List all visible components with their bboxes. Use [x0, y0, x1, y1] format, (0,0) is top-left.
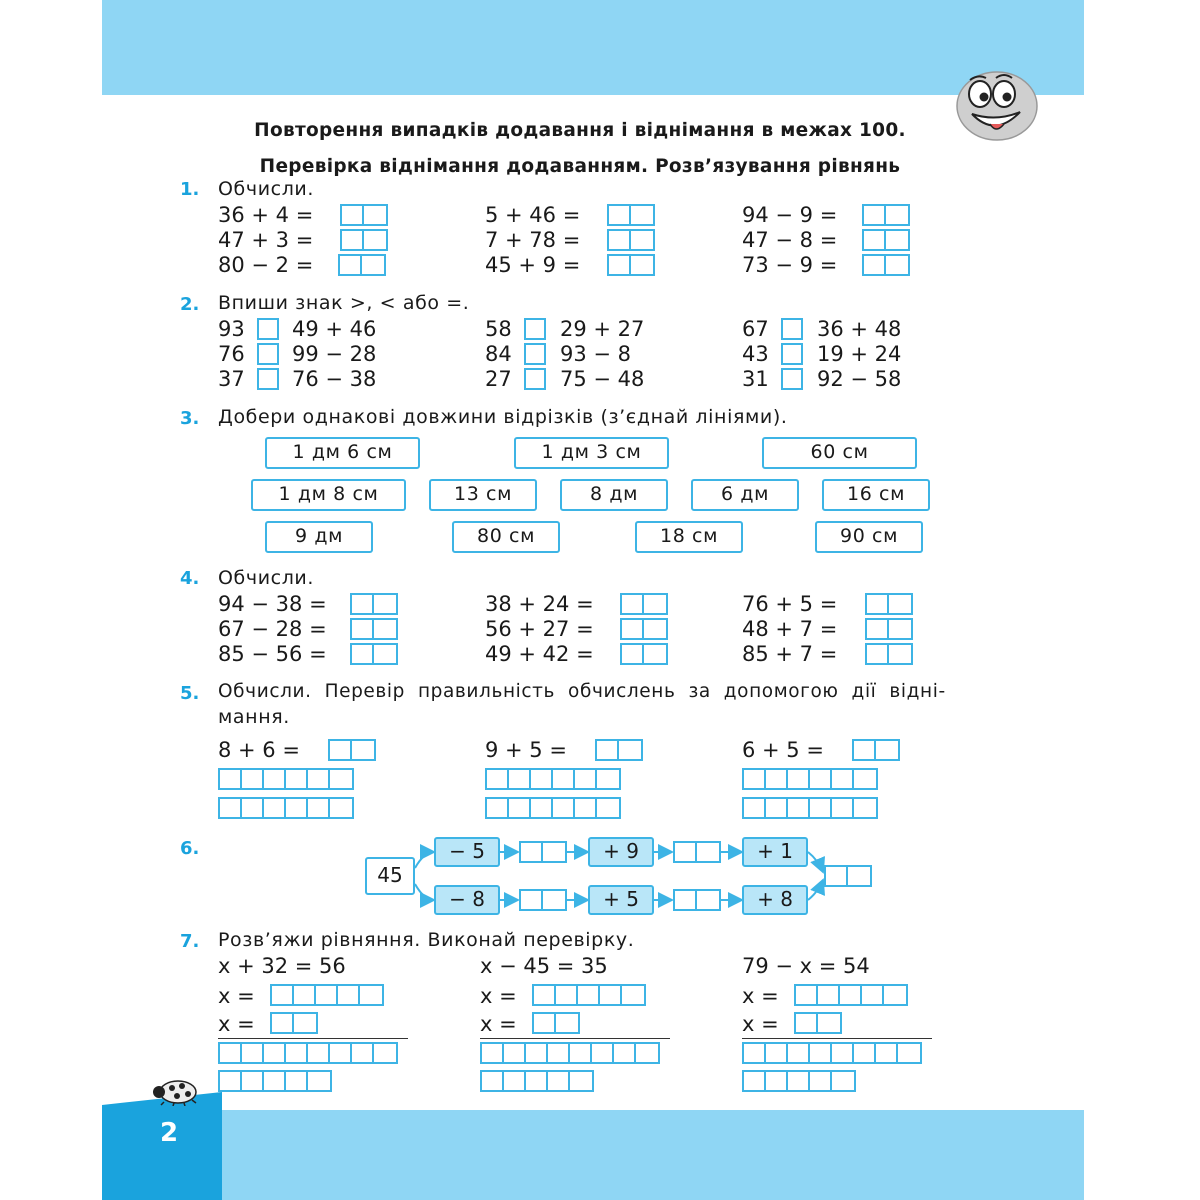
equation: 76 + 5 = [742, 592, 838, 616]
operation-box: − 5 [434, 837, 500, 867]
x-label: x = [218, 1012, 255, 1036]
operation-box: + 9 [588, 837, 654, 867]
compare-right: 49 + 46 [292, 317, 377, 341]
compare-left: 93 [218, 317, 245, 341]
equation: 94 − 9 = [742, 203, 838, 227]
solution-boxes[interactable] [270, 984, 384, 1006]
exercise-heading: Розв’яжи рівняння. Виконай перевірку. [218, 929, 635, 951]
equation: 94 − 38 = [218, 592, 327, 616]
equation: 49 + 42 = [485, 642, 594, 666]
compare-right: 36 + 48 [817, 317, 902, 341]
equation: 8 + 6 = [218, 738, 300, 762]
exercise-heading: Обчисли. [218, 567, 315, 589]
title-line-1: Повторення випадків додавання і віднімання в межах 100. [254, 120, 906, 141]
exercise-heading: Добери однакові довжини відрізків (з’єднай лініями). [218, 406, 788, 428]
x-label: x = [480, 1012, 517, 1036]
segment-length-card[interactable]: 90 см [815, 521, 923, 553]
divider-line [218, 1038, 408, 1039]
equation: 5 + 46 = [485, 203, 581, 227]
compare-left: 31 [742, 367, 769, 391]
equation: 67 − 28 = [218, 617, 327, 641]
equation: 73 − 9 = [742, 253, 838, 277]
solution-boxes[interactable] [532, 984, 646, 1006]
exercise-heading: Впиши знак >, < або =. [218, 292, 470, 314]
segment-length-card[interactable]: 13 см [429, 479, 537, 511]
compare-right: 92 − 58 [817, 367, 902, 391]
check-boxes[interactable] [218, 1042, 398, 1064]
operation-box: + 5 [588, 885, 654, 915]
compare-left: 58 [485, 317, 512, 341]
segment-length-card[interactable]: 9 дм [265, 521, 373, 553]
answer-boxes[interactable] [519, 889, 567, 911]
check-boxes[interactable] [480, 1042, 660, 1064]
compare-right: 75 − 48 [560, 367, 645, 391]
equation: 80 − 2 = [218, 253, 314, 277]
equation: x + 32 = 56 [218, 954, 346, 978]
exercise-number: 3. [180, 408, 200, 429]
exercise-number: 7. [180, 931, 200, 952]
operation-box: + 1 [742, 837, 808, 867]
segment-length-card[interactable]: 6 дм [691, 479, 799, 511]
exercise-heading: Обчисли. [218, 178, 315, 200]
exercise-number: 5. [180, 683, 200, 704]
compare-right: 76 − 38 [292, 367, 377, 391]
operation-box: − 8 [434, 885, 500, 915]
exercise-number: 4. [180, 568, 200, 589]
solution-boxes[interactable] [532, 1012, 580, 1034]
page-number: 2 [160, 1118, 179, 1148]
equation: 36 + 4 = [218, 203, 314, 227]
equation: 85 + 7 = [742, 642, 838, 666]
exercise-heading-continued: мання. [218, 706, 290, 728]
segment-length-card[interactable]: 1 дм 3 см [514, 437, 669, 469]
x-label: x = [742, 984, 779, 1008]
check-boxes[interactable] [218, 1070, 332, 1092]
segment-length-card[interactable]: 1 дм 8 см [251, 479, 406, 511]
segment-length-card[interactable]: 8 дм [560, 479, 668, 511]
operation-box: + 8 [742, 885, 808, 915]
equation: 79 − x = 54 [742, 954, 870, 978]
exercise-heading: Обчисли. Перевір правильність обчислень за допомогою дії відні- [218, 681, 946, 702]
segment-length-card[interactable]: 1 дм 6 см [265, 437, 420, 469]
compare-right: 93 − 8 [560, 342, 632, 366]
compare-left: 43 [742, 342, 769, 366]
compare-left: 76 [218, 342, 245, 366]
segment-length-card[interactable]: 16 см [822, 479, 930, 511]
compare-left: 37 [218, 367, 245, 391]
answer-boxes[interactable] [673, 841, 721, 863]
chain-result-boxes[interactable] [824, 865, 872, 887]
answer-boxes[interactable] [673, 889, 721, 911]
segment-length-card[interactable]: 80 см [452, 521, 560, 553]
solution-boxes[interactable] [794, 1012, 842, 1034]
x-label: x = [480, 984, 517, 1008]
compare-left: 67 [742, 317, 769, 341]
compare-right: 29 + 27 [560, 317, 645, 341]
equation: 47 + 3 = [218, 228, 314, 252]
divider-line [480, 1038, 670, 1039]
compare-right: 19 + 24 [817, 342, 902, 366]
equation: 38 + 24 = [485, 592, 594, 616]
exercise-number: 1. [180, 179, 200, 200]
check-boxes[interactable] [742, 1042, 922, 1064]
equation: 48 + 7 = [742, 617, 838, 641]
check-boxes[interactable] [480, 1070, 594, 1092]
solution-boxes[interactable] [270, 1012, 318, 1034]
exercise-number: 6. [180, 838, 200, 859]
compare-left: 84 [485, 342, 512, 366]
chain-start-value: 45 [365, 857, 415, 895]
equation: 85 − 56 = [218, 642, 327, 666]
answer-boxes[interactable] [519, 841, 567, 863]
title-line-2: Перевірка віднімання додаванням. Розв’язування рівнянь [259, 156, 901, 177]
equation: 6 + 5 = [742, 738, 824, 762]
x-label: x = [218, 984, 255, 1008]
solution-boxes[interactable] [794, 984, 908, 1006]
exercise-number: 2. [180, 294, 200, 315]
equation: 56 + 27 = [485, 617, 594, 641]
equation: x − 45 = 35 [480, 954, 608, 978]
x-label: x = [742, 1012, 779, 1036]
check-boxes[interactable] [742, 1070, 856, 1092]
compare-left: 27 [485, 367, 512, 391]
equation: 47 − 8 = [742, 228, 838, 252]
compare-right: 99 − 28 [292, 342, 377, 366]
segment-length-card[interactable]: 18 см [635, 521, 743, 553]
segment-length-card[interactable]: 60 см [762, 437, 917, 469]
equation: 9 + 5 = [485, 738, 567, 762]
divider-line [742, 1038, 932, 1039]
equation: 7 + 78 = [485, 228, 581, 252]
equation: 45 + 9 = [485, 253, 581, 277]
